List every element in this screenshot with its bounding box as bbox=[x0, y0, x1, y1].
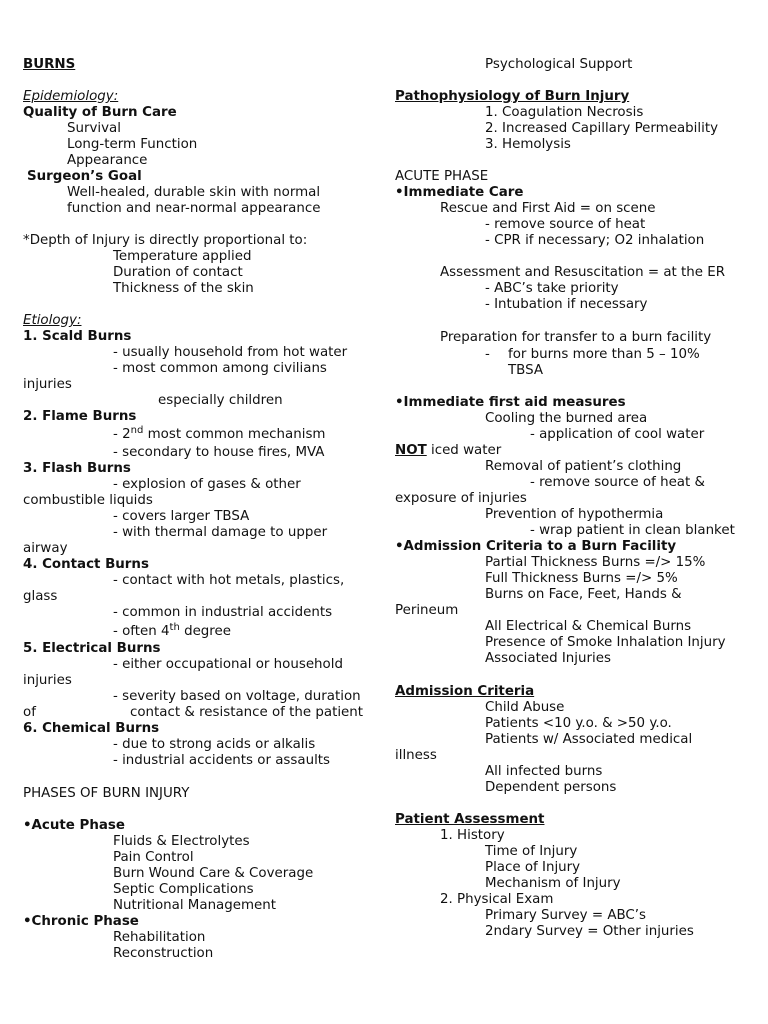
history-heading: 1. History bbox=[440, 828, 505, 843]
chronic-phase-item: Reconstruction bbox=[113, 946, 214, 961]
contact-line: - often 4th degree bbox=[113, 622, 231, 639]
quality-item: Appearance bbox=[67, 153, 148, 168]
transfer-item: for burns more than 5 – 10% bbox=[508, 347, 700, 362]
quality-item: Long-term Function bbox=[67, 137, 198, 152]
flash-line: - explosion of gases & other bbox=[113, 477, 301, 492]
patho-item: 1. Coagulation Necrosis bbox=[485, 105, 644, 120]
psych-support: Psychological Support bbox=[485, 57, 633, 72]
contact-line-wrap: glass bbox=[23, 589, 58, 604]
facility-item: Partial Thickness Burns =/> 15% bbox=[485, 555, 706, 570]
acute-phase-item: Septic Complications bbox=[113, 882, 254, 897]
assessment-item: - Intubation if necessary bbox=[485, 297, 648, 312]
admission-item: Patients <10 y.o. & >50 y.o. bbox=[485, 716, 672, 731]
surgeons-goal-heading: Surgeon’s Goal bbox=[27, 169, 142, 184]
depth-item: Thickness of the skin bbox=[113, 281, 254, 296]
clothing-item-wrap: exposure of injuries bbox=[395, 491, 527, 506]
flame-line: - secondary to house fires, MVA bbox=[113, 445, 325, 460]
admission-item: Patients w/ Associated medical bbox=[485, 732, 693, 747]
flash-line-wrap: combustible liquids bbox=[23, 493, 153, 508]
facility-item: Burns on Face, Feet, Hands & bbox=[485, 587, 682, 602]
clothing-line: Removal of patient’s clothing bbox=[485, 459, 682, 474]
acute-phase-item: Burn Wound Care & Coverage bbox=[113, 866, 314, 881]
not-word: NOT bbox=[395, 443, 427, 458]
history-item: Mechanism of Injury bbox=[485, 876, 621, 891]
flash-line-wrap: airway bbox=[23, 541, 68, 556]
history-item: Place of Injury bbox=[485, 860, 581, 875]
clothing-item: - remove source of heat & bbox=[530, 475, 705, 490]
acute-phase-heading: •Acute Phase bbox=[23, 818, 125, 833]
acute-phase-item: Fluids & Electrolytes bbox=[113, 834, 250, 849]
acute-phase-item: Nutritional Management bbox=[113, 898, 277, 913]
quality-heading: Quality of Burn Care bbox=[23, 105, 177, 120]
transfer-item-wrap: TBSA bbox=[508, 363, 544, 378]
depth-item: Duration of contact bbox=[113, 265, 243, 280]
phases-heading: PHASES OF BURN INJURY bbox=[23, 786, 190, 801]
flame-heading: 2. Flame Burns bbox=[23, 409, 137, 424]
flash-heading: 3. Flash Burns bbox=[23, 461, 131, 476]
scald-line-wrap: injuries bbox=[23, 377, 72, 392]
flash-line: - with thermal damage to upper bbox=[113, 525, 328, 540]
facility-item: Presence of Smoke Inhalation Injury bbox=[485, 635, 726, 650]
contact-line: - contact with hot metals, plastics, bbox=[113, 573, 345, 588]
exam-item: 2ndary Survey = Other injuries bbox=[485, 924, 694, 939]
doc-title: BURNS bbox=[23, 57, 76, 72]
scald-line: - most common among civilians bbox=[113, 361, 327, 376]
exam-item: Primary Survey = ABC’s bbox=[485, 908, 647, 923]
acute-phase-title: ACUTE PHASE bbox=[395, 169, 489, 184]
admission-item: Dependent persons bbox=[485, 780, 617, 795]
contact-line: - common in industrial accidents bbox=[113, 605, 333, 620]
flame-line: - 2nd most common mechanism bbox=[113, 425, 326, 442]
chronic-phase-item: Rehabilitation bbox=[113, 930, 206, 945]
admission-heading: Admission Criteria bbox=[395, 684, 535, 699]
electrical-line-wrap: of bbox=[23, 705, 36, 720]
facility-item: All Electrical & Chemical Burns bbox=[485, 619, 692, 634]
flash-line: - covers larger TBSA bbox=[113, 509, 250, 524]
patho-item: 2. Increased Capillary Permeability bbox=[485, 121, 718, 136]
rescue-item: - remove source of heat bbox=[485, 217, 646, 232]
admission-item: All infected burns bbox=[485, 764, 603, 779]
hypothermia-item: - wrap patient in clean blanket bbox=[530, 523, 735, 538]
surgeons-goal-line: Well-healed, durable skin with normal bbox=[67, 185, 321, 200]
immediate-care-heading: •Immediate Care bbox=[395, 185, 524, 200]
chemical-heading: 6. Chemical Burns bbox=[23, 721, 160, 736]
first-aid-heading: •Immediate first aid measures bbox=[395, 395, 626, 410]
depth-note: *Depth of Injury is directly proportional to: bbox=[23, 233, 308, 248]
facility-item: Associated Injuries bbox=[485, 651, 611, 666]
not-iced-water: NOT iced water bbox=[395, 443, 502, 458]
transfer-line: Preparation for transfer to a burn facility bbox=[440, 330, 712, 345]
facility-item: Full Thickness Burns =/> 5% bbox=[485, 571, 678, 586]
rescue-item: - CPR if necessary; O2 inhalation bbox=[485, 233, 705, 248]
admission-item-wrap: illness bbox=[395, 748, 437, 763]
scald-line: - usually household from hot water bbox=[113, 345, 348, 360]
electrical-line: - severity based on voltage, duration bbox=[113, 689, 361, 704]
facility-item-wrap: Perineum bbox=[395, 603, 459, 618]
patient-assessment-heading: Patient Assessment bbox=[395, 812, 545, 827]
electrical-line-wrap: injuries bbox=[23, 673, 72, 688]
depth-item: Temperature applied bbox=[113, 249, 252, 264]
assessment-item: - ABC’s take priority bbox=[485, 281, 619, 296]
electrical-heading: 5. Electrical Burns bbox=[23, 641, 161, 656]
scald-heading: 1. Scald Burns bbox=[23, 329, 132, 344]
electrical-line-wrap: contact & resistance of the patient bbox=[130, 705, 364, 720]
scald-line: especially children bbox=[158, 393, 283, 408]
chemical-line: - due to strong acids or alkalis bbox=[113, 737, 316, 752]
admission-item: Child Abuse bbox=[485, 700, 565, 715]
exam-heading: 2. Physical Exam bbox=[440, 892, 554, 907]
history-item: Time of Injury bbox=[485, 844, 578, 859]
etiology-heading: Etiology: bbox=[23, 313, 82, 328]
patho-heading: Pathophysiology of Burn Injury bbox=[395, 89, 630, 104]
patho-item: 3. Hemolysis bbox=[485, 137, 571, 152]
hypothermia-line: Prevention of hypothermia bbox=[485, 507, 664, 522]
rescue-line: Rescue and First Aid = on scene bbox=[440, 201, 656, 216]
admission-facility-heading: •Admission Criteria to a Burn Facility bbox=[395, 539, 677, 554]
acute-phase-item: Pain Control bbox=[113, 850, 194, 865]
quality-item: Survival bbox=[67, 121, 121, 136]
cooling-item: - application of cool water bbox=[530, 427, 705, 442]
chemical-line: - industrial accidents or assaults bbox=[113, 753, 331, 768]
assessment-line: Assessment and Resuscitation = at the ER bbox=[440, 265, 726, 280]
transfer-dash: - bbox=[485, 347, 490, 362]
cooling-line: Cooling the burned area bbox=[485, 411, 648, 426]
epidemiology-heading: Epidemiology: bbox=[23, 89, 119, 104]
surgeons-goal-line: function and near-normal appearance bbox=[67, 201, 321, 216]
chronic-phase-heading: •Chronic Phase bbox=[23, 914, 139, 929]
electrical-line: - either occupational or household bbox=[113, 657, 343, 672]
contact-heading: 4. Contact Burns bbox=[23, 557, 149, 572]
